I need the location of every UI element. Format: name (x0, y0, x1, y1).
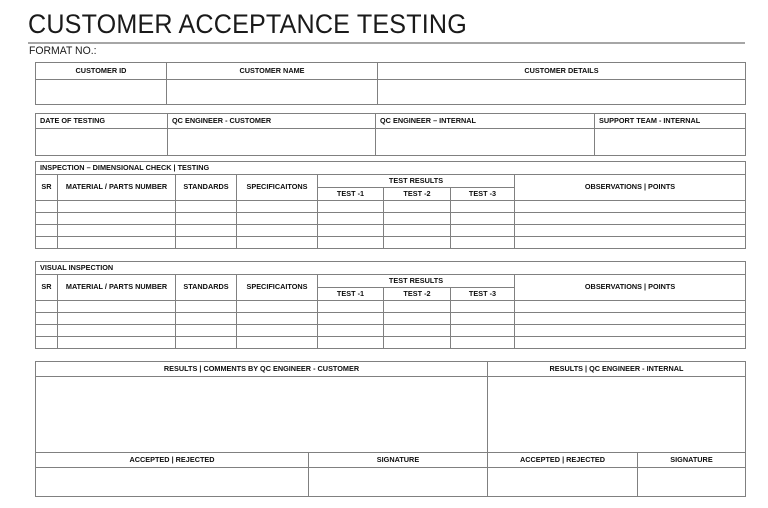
header-qc-engineer-internal: QC ENGINEER – INTERNAL (376, 114, 595, 129)
header-test-results: TEST RESULTS (318, 175, 515, 188)
cell-specifications[interactable] (237, 301, 318, 313)
visual-header-row-1 (36, 275, 746, 288)
cell-material[interactable] (58, 337, 176, 349)
header-internal-signature: SIGNATURE (638, 453, 746, 468)
cell-test-2[interactable] (384, 237, 451, 249)
meta-table-header-row (36, 114, 746, 129)
cell-test-1[interactable] (318, 237, 384, 249)
cell-observations[interactable] (515, 325, 746, 337)
cell-standards[interactable] (176, 225, 237, 237)
cell-sr[interactable] (36, 201, 58, 213)
table-row (36, 301, 746, 313)
cell-standards[interactable] (176, 301, 237, 313)
header-support-team-internal: SUPPORT TEAM - INTERNAL (595, 114, 746, 129)
cell-sr[interactable] (36, 337, 58, 349)
header-test-results: TEST RESULTS (318, 275, 515, 288)
cell-observations[interactable] (515, 337, 746, 349)
cell-test-2[interactable] (384, 225, 451, 237)
header-material-parts-number: MATERIAL / PARTS NUMBER (58, 175, 176, 201)
cell-observations[interactable] (515, 201, 746, 213)
table-row (36, 225, 746, 237)
cell-observations[interactable] (515, 237, 746, 249)
cell-test-2[interactable] (384, 301, 451, 313)
header-results-comments-customer: RESULTS | COMMENTS BY QC ENGINEER - CUSTOMER (36, 362, 488, 377)
cell-observations[interactable] (515, 213, 746, 225)
header-customer-id: CUSTOMER ID (36, 63, 167, 80)
header-test-2: TEST -2 (384, 188, 451, 201)
cell-observations[interactable] (515, 225, 746, 237)
cell-sr[interactable] (36, 313, 58, 325)
table-row (36, 213, 746, 225)
cell-material[interactable] (58, 313, 176, 325)
dimensional-header-row-1 (36, 175, 746, 188)
header-customer-accepted-rejected: ACCEPTED | REJECTED (36, 453, 309, 468)
cell-test-1[interactable] (318, 325, 384, 337)
cell-material[interactable] (58, 201, 176, 213)
field-qc-engineer-customer[interactable] (168, 129, 376, 156)
cell-test-1[interactable] (318, 313, 384, 325)
signoff-value-row (36, 468, 746, 497)
cell-test-3[interactable] (451, 201, 515, 213)
cell-test-3[interactable] (451, 301, 515, 313)
header-standards: STANDARDS (176, 175, 237, 201)
cell-sr[interactable] (36, 237, 58, 249)
field-internal-accepted-rejected[interactable] (488, 468, 638, 497)
cell-test-3[interactable] (451, 337, 515, 349)
header-specifications: SPECIFICAITONS (237, 175, 318, 201)
dimensional-section-title-row (36, 162, 746, 175)
cell-test-2[interactable] (384, 325, 451, 337)
results-comments-row (36, 377, 746, 453)
header-standards: STANDARDS (176, 275, 237, 301)
cell-test-2[interactable] (384, 213, 451, 225)
header-sr: SR (36, 275, 58, 301)
field-customer-signature[interactable] (309, 468, 488, 497)
cell-material[interactable] (58, 325, 176, 337)
results-signoff-table (35, 361, 746, 497)
header-date-of-testing: DATE OF TESTING (36, 114, 168, 129)
header-qc-engineer-customer: QC ENGINEER - CUSTOMER (168, 114, 376, 129)
cell-standards[interactable] (176, 325, 237, 337)
cell-standards[interactable] (176, 213, 237, 225)
table-row (36, 313, 746, 325)
cell-specifications[interactable] (237, 313, 318, 325)
cell-test-2[interactable] (384, 313, 451, 325)
cell-material[interactable] (58, 237, 176, 249)
cell-test-2[interactable] (384, 337, 451, 349)
testing-meta-table (35, 113, 746, 156)
cell-specifications[interactable] (237, 225, 318, 237)
cell-standards[interactable] (176, 201, 237, 213)
format-no-label: FORMAT NO.: (29, 45, 97, 57)
cell-specifications[interactable] (237, 213, 318, 225)
field-date-of-testing[interactable] (36, 129, 168, 156)
page-title: CUSTOMER ACCEPTANCE TESTING (28, 9, 467, 39)
cell-observations[interactable] (515, 313, 746, 325)
customer-table-header-row (36, 63, 746, 80)
cell-test-3[interactable] (451, 325, 515, 337)
cell-test-3[interactable] (451, 213, 515, 225)
customer-table-value-row (36, 80, 746, 105)
header-test-1: TEST -1 (318, 188, 384, 201)
cell-test-3[interactable] (451, 313, 515, 325)
cell-material[interactable] (58, 213, 176, 225)
field-internal-signature[interactable] (638, 468, 746, 497)
header-internal-accepted-rejected: ACCEPTED | REJECTED (488, 453, 638, 468)
field-internal-comments[interactable] (488, 377, 746, 453)
header-customer-details: CUSTOMER DETAILS (378, 63, 746, 80)
field-customer-comments[interactable] (36, 377, 488, 453)
cell-test-1[interactable] (318, 337, 384, 349)
dimensional-inspection-table (35, 161, 746, 249)
table-row (36, 201, 746, 213)
visual-section-title: VISUAL INSPECTION (36, 262, 746, 275)
cell-specifications[interactable] (237, 325, 318, 337)
cell-test-2[interactable] (384, 201, 451, 213)
field-customer-name[interactable] (167, 80, 378, 105)
cell-sr[interactable] (36, 213, 58, 225)
header-sr: SR (36, 175, 58, 201)
header-material-parts-number: MATERIAL / PARTS NUMBER (58, 275, 176, 301)
cell-sr[interactable] (36, 301, 58, 313)
header-specifications: SPECIFICAITONS (237, 275, 318, 301)
visual-section-title-row (36, 262, 746, 275)
table-row (36, 237, 746, 249)
results-header-row (36, 362, 746, 377)
field-customer-accepted-rejected[interactable] (36, 468, 309, 497)
cell-test-1[interactable] (318, 213, 384, 225)
dimensional-section-title: INSPECTION – DIMENSIONAL CHECK | TESTING (36, 162, 746, 175)
header-results-internal: RESULTS | QC ENGINEER - INTERNAL (488, 362, 746, 377)
field-customer-id[interactable] (36, 80, 167, 105)
meta-table-value-row (36, 129, 746, 156)
cell-material[interactable] (58, 225, 176, 237)
header-test-2: TEST -2 (384, 288, 451, 301)
customer-info-table (35, 62, 746, 105)
cell-test-3[interactable] (451, 225, 515, 237)
table-row (36, 325, 746, 337)
header-test-1: TEST -1 (318, 288, 384, 301)
table-row (36, 337, 746, 349)
header-observations-points: OBSERVATIONS | POINTS (515, 275, 746, 301)
header-test-3: TEST -3 (451, 188, 515, 201)
cell-specifications[interactable] (237, 237, 318, 249)
field-customer-details[interactable] (378, 80, 746, 105)
cell-test-1[interactable] (318, 225, 384, 237)
cell-observations[interactable] (515, 301, 746, 313)
visual-inspection-table (35, 261, 746, 349)
cell-standards[interactable] (176, 337, 237, 349)
cell-specifications[interactable] (237, 337, 318, 349)
field-support-team-internal[interactable] (595, 129, 746, 156)
cell-sr[interactable] (36, 325, 58, 337)
header-test-3: TEST -3 (451, 288, 515, 301)
header-customer-name: CUSTOMER NAME (167, 63, 378, 80)
cell-test-1[interactable] (318, 201, 384, 213)
cell-standards[interactable] (176, 237, 237, 249)
signoff-header-row (36, 453, 746, 468)
cell-standards[interactable] (176, 313, 237, 325)
field-qc-engineer-internal[interactable] (376, 129, 595, 156)
cell-material[interactable] (58, 301, 176, 313)
cell-sr[interactable] (36, 225, 58, 237)
cell-test-3[interactable] (451, 237, 515, 249)
header-observations-points: OBSERVATIONS | POINTS (515, 175, 746, 201)
title-divider (28, 42, 745, 44)
cell-test-1[interactable] (318, 301, 384, 313)
cell-specifications[interactable] (237, 201, 318, 213)
header-customer-signature: SIGNATURE (309, 453, 488, 468)
